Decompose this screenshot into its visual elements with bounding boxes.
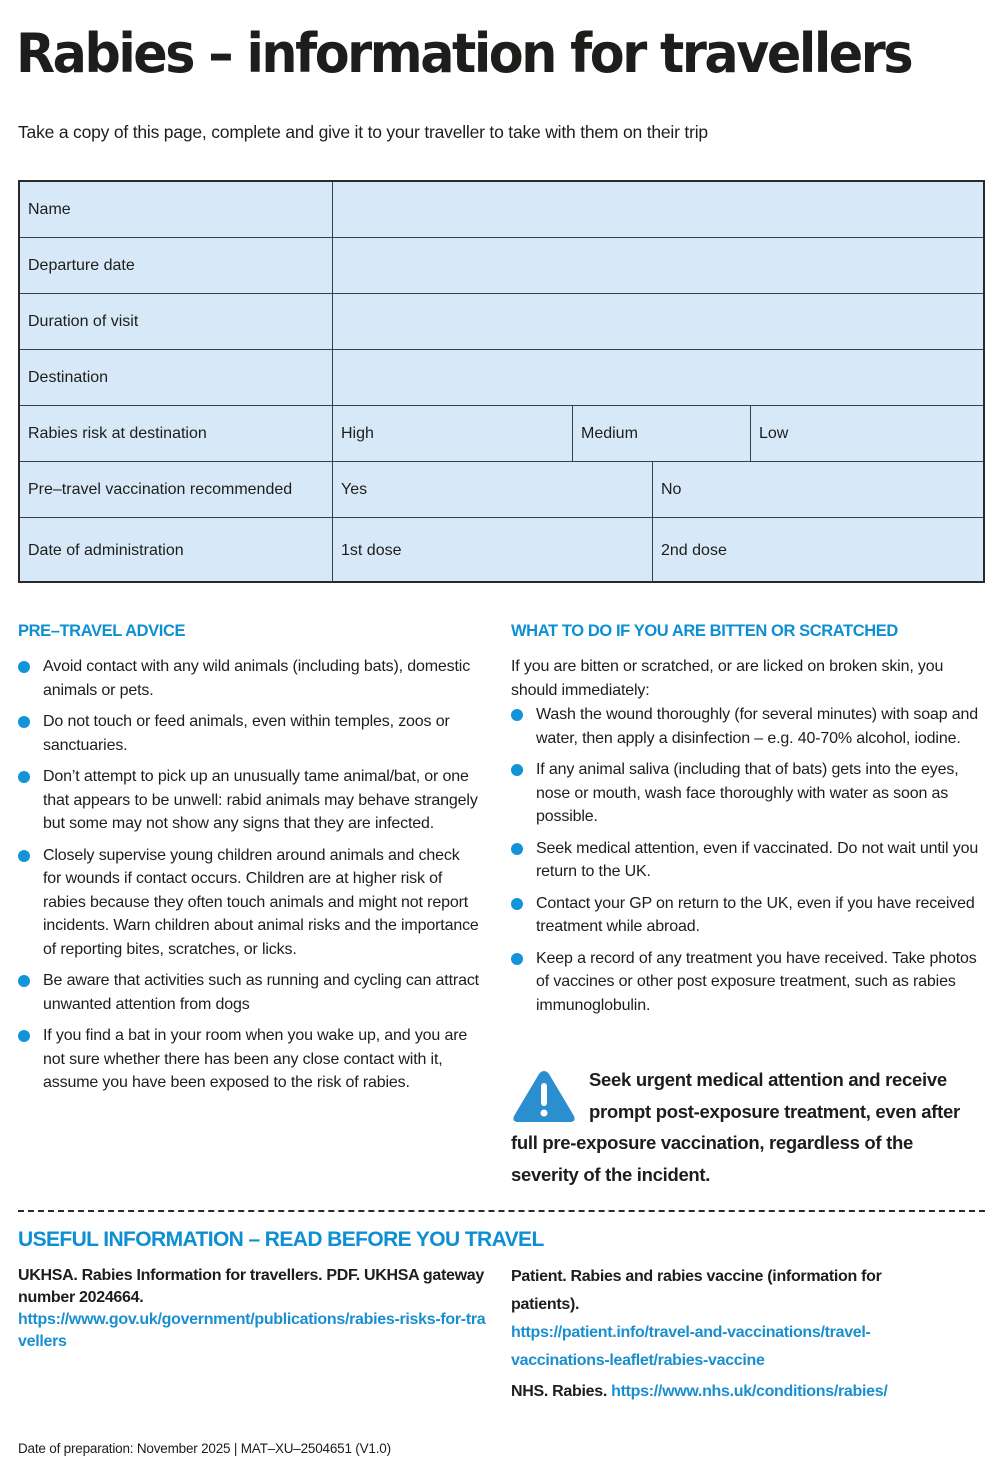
urgent-warning <box>511 1064 981 1190</box>
form-label: Name <box>20 182 333 237</box>
form-label: Destination <box>20 350 333 405</box>
form-row-date-of-administration <box>20 518 983 583</box>
first-dose-field[interactable]: 1st dose <box>333 518 653 583</box>
departure-date-field[interactable] <box>333 238 983 293</box>
form-label: Date of administration <box>20 518 333 583</box>
list-item <box>18 969 480 1016</box>
destination-field[interactable] <box>333 350 983 405</box>
reference-nhs <box>511 1381 991 1403</box>
form-row-duration <box>20 294 983 350</box>
list-item-text: Contact your GP on return to the UK, even if you have received treatment while abroad. <box>536 894 975 935</box>
form-label: Pre–travel vaccination recommended <box>20 462 333 517</box>
bullet-icon <box>511 843 523 855</box>
list-item <box>511 947 987 1018</box>
list-item-text: Do not touch or feed animals, even within temples, zoos or sanctuaries. <box>43 713 450 754</box>
form-label: Duration of visit <box>20 294 333 349</box>
risk-option-high[interactable]: High <box>333 406 573 461</box>
bitten-intro: If you are bitten or scratched, or are licked on broken skin, you should immediately: <box>511 658 944 699</box>
useful-info-heading: USEFUL INFORMATION – READ BEFORE YOU TRAVEL <box>18 1228 544 1251</box>
page-title: Rabies – information for travellers <box>16 22 912 85</box>
bullet-icon <box>18 1030 30 1042</box>
warning-triangle-icon <box>511 1068 577 1124</box>
bullet-icon <box>18 771 30 783</box>
warning-text: Seek urgent medical attention and receive prompt post-exposure treatment, even after full pre-exposure vaccination, regardless of the severity of the incident. <box>511 1069 960 1185</box>
form-label: Rabies risk at destination <box>20 406 333 461</box>
bullet-icon <box>511 953 523 965</box>
list-item-text: Avoid contact with any wild animals (including bats), domestic animals or pets. <box>43 658 471 699</box>
form-row-vaccination-recommended <box>20 462 983 518</box>
list-item <box>18 655 480 702</box>
duration-field[interactable] <box>333 294 983 349</box>
reference-ukhsa <box>18 1265 493 1353</box>
form-row-name <box>20 182 983 238</box>
pre-travel-list <box>18 655 480 1103</box>
reference-patient <box>511 1263 931 1375</box>
reference-text: Patient. Rabies and rabies vaccine (information for patients). <box>511 1268 882 1313</box>
bullet-icon <box>18 661 30 673</box>
list-item <box>511 837 987 884</box>
bullet-icon <box>18 850 30 862</box>
list-item-text: Keep a record of any treatment you have received. Take photos of vaccines or other post exposure treatment, such as rabies immunoglobulin. <box>536 949 977 1014</box>
form-row-destination <box>20 350 983 406</box>
form-row-rabies-risk <box>20 406 983 462</box>
reference-text: UKHSA. Rabies Information for travellers. PDF. UKHSA gateway number 2024664. <box>18 1267 484 1306</box>
bullet-icon <box>18 716 30 728</box>
form-label: Departure date <box>20 238 333 293</box>
vaccination-option-yes[interactable]: Yes <box>333 462 653 517</box>
patient-info-link[interactable]: https://patient.info/travel-and-vaccinations/travel-vaccinations-leaflet/rabies-vaccine <box>511 1324 871 1369</box>
name-field[interactable] <box>333 182 983 237</box>
list-item-text: If any animal saliva (including that of bats) gets into the eyes, nose or mouth, wash face thoroughly with water as soon as possible. <box>536 761 959 825</box>
divider <box>18 1210 985 1212</box>
list-item <box>511 703 987 750</box>
list-item-text: Be aware that activities such as running and cycling can attract unwanted attention from dogs <box>43 972 479 1013</box>
pre-travel-heading: PRE–TRAVEL ADVICE <box>18 622 186 640</box>
list-item-text: Closely supervise young children around animals and check for wounds if contact occurs. Children are at higher risk of rabies because they often touch animals and might not report incidents. Warn children about animal risks and the importance of reporting bites, scratches, or licks. <box>43 846 479 958</box>
bitten-list <box>511 703 987 1025</box>
bullet-icon <box>18 975 30 987</box>
vaccination-option-no[interactable]: No <box>661 480 682 498</box>
bitten-heading: WHAT TO DO IF YOU ARE BITTEN OR SCRATCHED <box>511 622 898 640</box>
list-item-text: If you find a bat in your room when you wake up, and you are not sure whether there has been any close contact with it, assume you have been exposed to the risk of rabies. <box>43 1027 468 1091</box>
bullet-icon <box>511 764 523 776</box>
list-item <box>18 765 480 836</box>
page-subtitle: Take a copy of this page, complete and give it to your traveller to take with them on their trip <box>18 122 708 142</box>
list-item <box>18 1024 480 1095</box>
list-item-text: Seek medical attention, even if vaccinated. Do not wait until you return to the UK. <box>536 839 979 880</box>
list-item <box>511 892 987 939</box>
risk-option-low[interactable]: Low <box>759 424 789 442</box>
bullet-icon <box>511 898 523 910</box>
footer-preparation-info: Date of preparation: November 2025 | MAT–XU–2504651 (V1.0) <box>18 1441 391 1456</box>
nhs-link[interactable]: https://www.nhs.uk/conditions/rabies/ <box>611 1383 888 1400</box>
list-item <box>18 844 480 962</box>
bullet-icon <box>511 709 523 721</box>
list-item-text: Wash the wound thoroughly (for several minutes) with soap and water, then apply a disinfection – e.g. 40-70% alcohol, iodine. <box>536 706 979 747</box>
second-dose-field[interactable]: 2nd dose <box>661 541 727 559</box>
list-item <box>18 710 480 757</box>
reference-text: NHS. Rabies. <box>511 1383 607 1400</box>
list-item-text: Don’t attempt to pick up an unusually tame animal/bat, or one that appears to be unwell: rabid animals may behave strangely but some may not show any signs that they are infected. <box>43 768 478 832</box>
ukhsa-link[interactable]: https://www.gov.uk/government/publications/rabies-risks-for-travellers <box>18 1311 486 1350</box>
traveller-form <box>18 180 985 583</box>
risk-option-medium[interactable]: Medium <box>573 406 751 461</box>
form-row-departure-date <box>20 238 983 294</box>
list-item <box>511 758 987 829</box>
